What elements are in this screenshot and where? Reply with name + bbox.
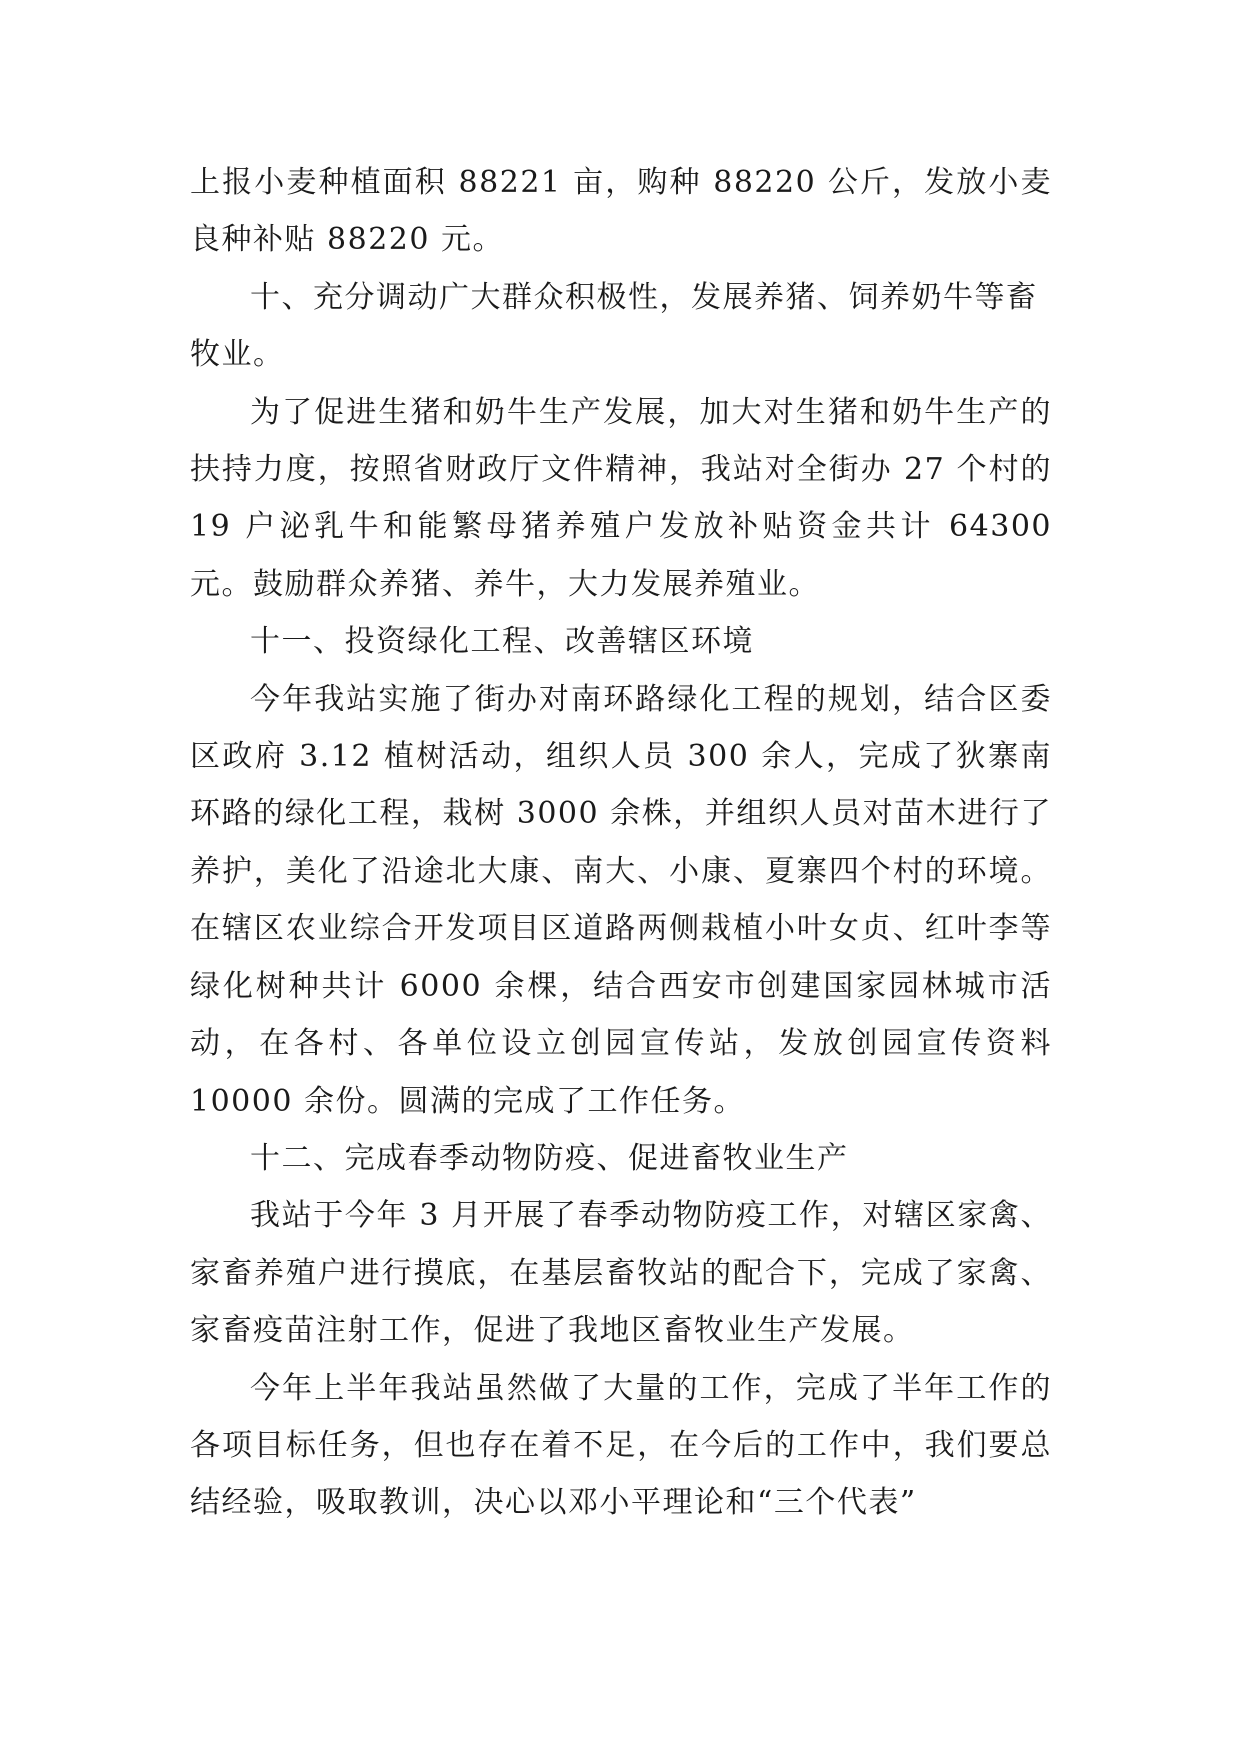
- section-heading-12: 十二、完成春季动物防疫、促进畜牧业生产: [250, 1140, 849, 1176]
- section-heading-11: 十一、投资绿化工程、改善辖区环境: [250, 624, 754, 660]
- paragraph-summary: 今年上半年我站虽然做了大量的工作，完成了半年工作的各项目标任务，但也存在着不足，在今后的工作中，我们要总结经验，吸取教训，决心以邓小平理论和“三个代表”: [190, 1370, 1052, 1521]
- paragraph-epidemic-prevention: 我站于今年 3 月开展了春季动物防疫工作，对辖区家禽、家畜养殖户进行摸底，在基层畜牧站的配合下，完成了家禽、家畜疫苗注射工作，促进了我地区畜牧业生产发展。: [190, 1198, 1052, 1349]
- document-body: [190, 154, 1052, 1532]
- paragraph-greening-project: 今年我站实施了街办对南环路绿化工程的规划，结合区委区政府 3.12 植树活动，组织人员 300 余人，完成了狄寨南环路的绿化工程，栽树 3000 余株，并组织人员对苗木进行了养护，美化了沿途北大康、南大、小康、夏寨四个村的环境。在辖区农业综合开发项目区道路两侧栽植小叶女贞、红叶李等绿化树种共计 6000 余棵，结合西安市创建国家园林城市活动，在各村、各单位设立创园宣传站，发放创园宣传资料 10000 余份。圆满的完成了工作任务。: [190, 681, 1052, 1119]
- paragraph-continuation: 上报小麦种植面积 88221 亩，购种 88220 公斤，发放小麦良种补贴 88220 元。: [190, 165, 1052, 258]
- paragraph-livestock-subsidy: 为了促进生猪和奶牛生产发展，加大对生猪和奶牛生产的扶持力度，按照省财政厅文件精神，我站对全街办 27 个村的 19 户泌乳牛和能繁母猪养殖户发放补贴资金共计 64300 元。鼓励群众养猪、养牛，大力发展养殖业。: [190, 394, 1052, 602]
- section-heading-10: 十、充分调动广大群众积极性，发展养猪、饲养奶牛等畜牧业。: [190, 279, 1038, 373]
